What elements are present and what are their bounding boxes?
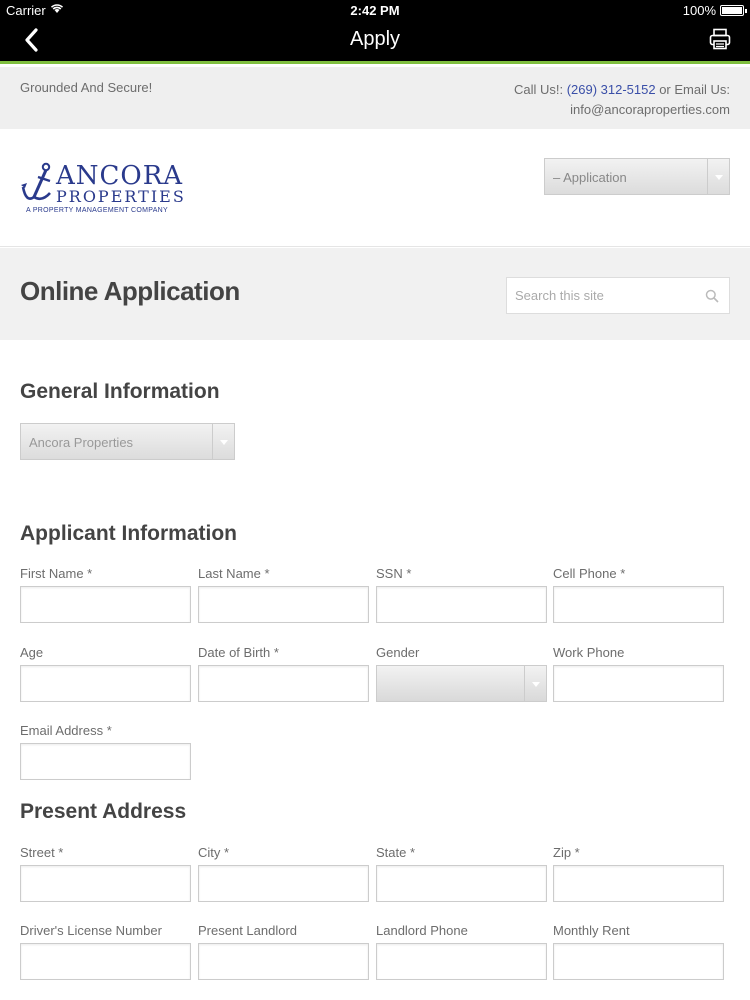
street-label: Street * [20,845,64,860]
last-name-input[interactable] [199,587,368,622]
monthly-rent-input[interactable] [554,944,723,979]
dob-input[interactable] [199,666,368,701]
phone-link[interactable]: (269) 312-5152 [566,82,656,97]
landlord-label: Present Landlord [198,923,298,938]
general-information-heading: General Information [20,380,220,403]
license-label: Driver's License Number [20,923,162,938]
cell-phone-label: Cell Phone * [553,566,626,581]
age-label: Age [20,645,44,660]
logo[interactable] [20,159,186,219]
zip-label: Zip * [553,845,580,860]
first-name-input[interactable] [21,587,190,622]
state-field [376,845,547,902]
navigation-select-value: – Application [553,170,627,185]
header-strip [0,67,750,129]
chevron-down-icon [212,424,234,459]
last-name-label: Last Name * [198,566,270,581]
landlord-phone-label: Landlord Phone [376,923,468,938]
search-box [506,277,730,314]
dob-field [198,645,369,702]
license-input[interactable] [21,944,190,979]
battery-indicator [683,3,744,18]
work-phone-input[interactable] [554,666,723,701]
ssn-label: SSN * [376,566,412,581]
first-name-label: First Name * [20,566,93,581]
page-title: Online Application [20,276,240,306]
navigation-select[interactable] [544,158,730,195]
status-bar [0,0,750,20]
ssn-input[interactable] [377,587,546,622]
search-input[interactable] [507,278,697,313]
present-address-heading: Present Address [20,800,187,823]
work-phone-label: Work Phone [553,645,625,660]
property-select-value: Ancora Properties [29,435,134,450]
age-field [20,645,191,702]
printer-icon [708,27,732,51]
gender-field [376,645,547,702]
email-label: or Email Us: [655,82,730,97]
top-bar [0,0,750,64]
city-field [198,845,369,902]
chevron-down-icon [524,666,546,701]
zip-input[interactable] [554,866,723,901]
nav-title: Apply [349,28,401,50]
gender-select[interactable] [376,665,547,702]
contact-info [514,80,730,120]
logo-text-properties: PROPERTIES [56,187,186,206]
chevron-down-icon [707,159,729,194]
cell-phone-input[interactable] [554,587,723,622]
logo-text-ancora: ANCORA [56,161,184,191]
logo-subtitle: A PROPERTY MANAGEMENT COMPANY [26,207,168,214]
zip-field [553,845,724,902]
monthly-rent-field [553,923,724,980]
license-field [20,923,191,980]
carrier-label: Carrier [6,3,46,18]
email-address[interactable]: info@ancoraproperties.com [570,102,730,117]
last-name-field [198,566,369,623]
battery-icon [720,5,744,16]
logo-area [0,129,750,247]
state-input[interactable] [377,866,546,901]
applicant-information-heading: Applicant Information [20,522,237,545]
monthly-rent-label: Monthly Rent [553,923,630,938]
work-phone-field [553,645,724,702]
title-band [0,248,750,340]
city-input[interactable] [199,866,368,901]
search-icon[interactable] [705,289,719,303]
print-button[interactable] [708,27,732,51]
clock: 2:42 PM [350,3,400,18]
landlord-phone-field [376,923,547,980]
email-input[interactable] [21,744,190,779]
street-input[interactable] [21,866,190,901]
cell-phone-field [553,566,724,623]
email-field [20,723,191,780]
gender-label: Gender [376,645,420,660]
landlord-input[interactable] [199,944,368,979]
age-input[interactable] [21,666,190,701]
street-field [20,845,191,902]
landlord-phone-input[interactable] [377,944,546,979]
state-label: State * [376,845,416,860]
ssn-field [376,566,547,623]
landlord-field [198,923,369,980]
email-label: Email Address * [20,723,112,738]
tagline: Grounded And Secure! [20,80,153,95]
call-label: Call Us!: [513,82,567,97]
property-select[interactable] [20,423,235,460]
dob-label: Date of Birth * [198,645,279,660]
anchor-icon [20,161,60,205]
battery-percent: 100% [682,3,716,18]
city-label: City * [198,845,230,860]
first-name-field [20,566,191,623]
